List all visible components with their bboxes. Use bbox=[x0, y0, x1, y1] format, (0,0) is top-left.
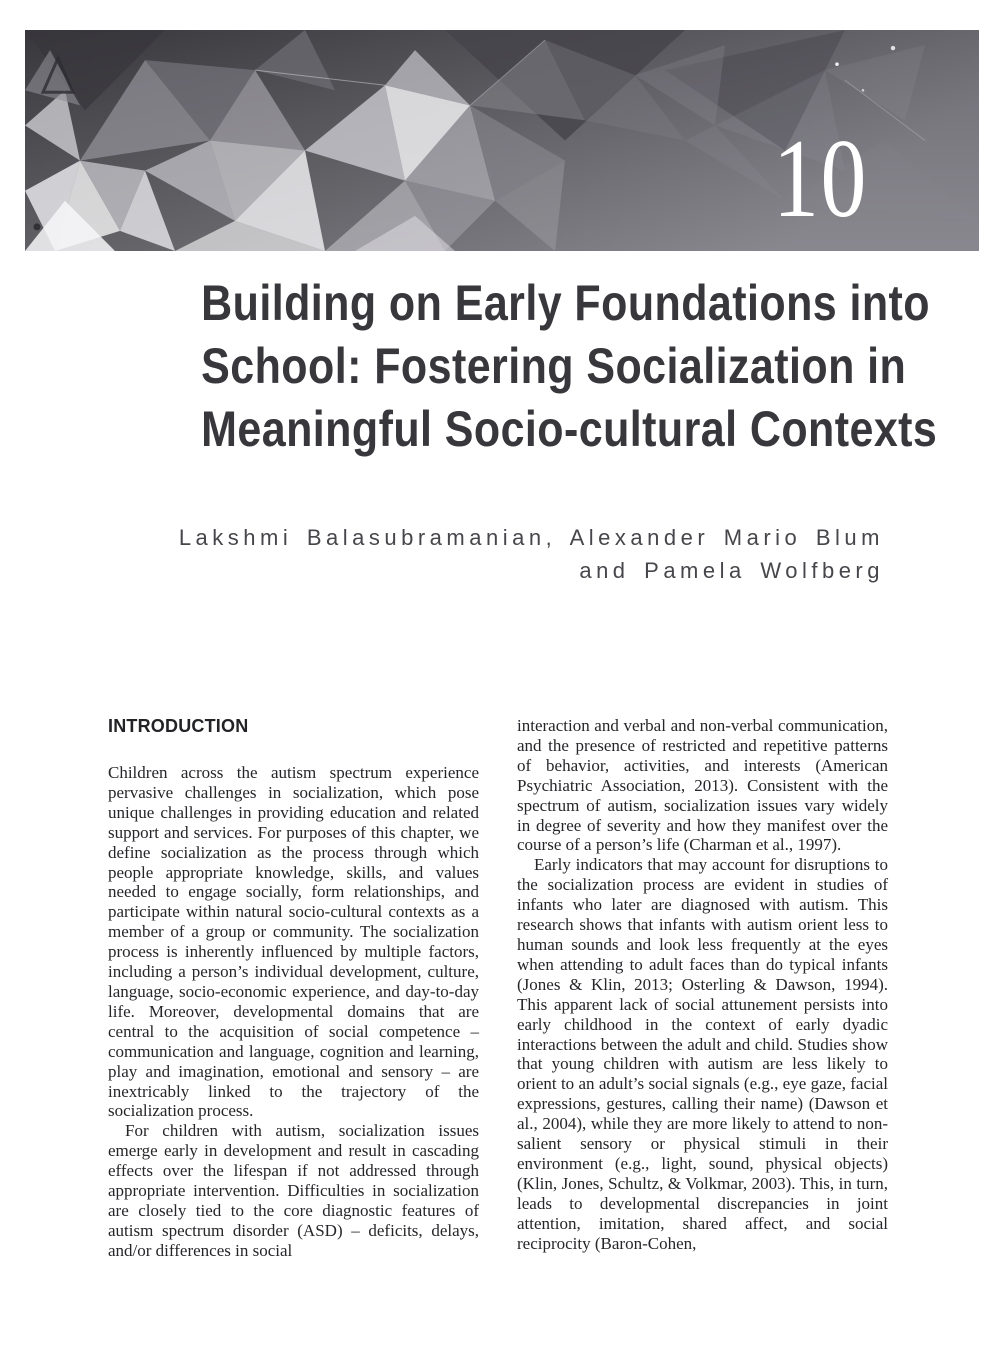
chapter-title bbox=[201, 272, 938, 461]
paragraph: For children with autism, socialization issues emerge early in development and result in cascading effects over the lifespan if not addressed through appropriate intervention. Difficulties in socialization are closely tied to the core diagnostic features of autism spectrum disorder (ASD) – deficits, delays, and/or differences in social bbox=[108, 1121, 479, 1260]
chapter-title-line: Meaningful Socio-cultural Contexts bbox=[201, 401, 938, 457]
paragraph: Children across the autism spectrum experience pervasive challenges in socialization, which pose unique challenges in providing education and related support and services. For purposes of this chapter, we define socialization as the process through which people appropriate knowledge, skills, and values needed to engage socially, form relationships, and participate within natural socio-cultural contexts as a member of a group or community. The socialization process is inherently influenced by multiple factors, including a person’s individual development, culture, language, socio-economic experience, and day-to-day life. Moreover, developmental domains that are central to the acquisition of social competence – communication and language, cognition and learning, play and imagination, emotional and sensory – are inextricably linked to the trajectory of the socialization process. bbox=[108, 763, 479, 1121]
chapter-banner bbox=[25, 30, 979, 251]
section-heading-introduction: INTRODUCTION bbox=[108, 716, 249, 736]
left-column bbox=[108, 716, 479, 1261]
author-byline-line: Lakshmi Balasubramanian, Alexander Mario Blum bbox=[178, 525, 884, 550]
paragraph: interaction and verbal and non-verbal communication, and the presence of restricted and repetitive patterns of behavior, activities, and interests (American Psychiatric Association, 2013). Consistent with the spectrum of autism, socialization issues vary widely in degree of severity and how they manifest over the course of a person’s life (Charman et al., 1997). bbox=[517, 716, 888, 855]
chapter-title-line: Building on Early Foundations into bbox=[201, 275, 931, 331]
author-byline-line: and Pamela Wolfberg bbox=[579, 558, 884, 583]
author-byline bbox=[100, 521, 884, 587]
right-column bbox=[517, 716, 888, 1261]
body-text bbox=[108, 716, 888, 1261]
chapter-number: 10 bbox=[773, 117, 869, 241]
paragraph: Early indicators that may account for disruptions to the socialization process are evident in studies of infants who later are diagnosed with autism. This research shows that infants with autism orient less to human sounds and look less frequently at the eyes when attending to adult faces than do typical infants (Jones & Klin, 2013; Osterling & Dawson, 1994). This apparent lack of social attunement persists into early childhood in the context of early dyadic interactions between the adult and child. Studies show that young children with autism are less likely to orient to an adult’s social signals (e.g., eye gaze, facial expressions, gestures, calling their name) (Dawson et al., 2004), while they are more likely to attend to non-salient sensory or physical stimuli in their environment (e.g., light, sound, physical objects) (Klin, Jones, Schultz, & Volkmar, 2003). This, in turn, leads to developmental discrepancies in joint attention, imitation, shared affect, and social reciprocity (Baron-Cohen, bbox=[517, 855, 888, 1253]
chapter-title-line: School: Fostering Socialization in bbox=[201, 338, 907, 394]
